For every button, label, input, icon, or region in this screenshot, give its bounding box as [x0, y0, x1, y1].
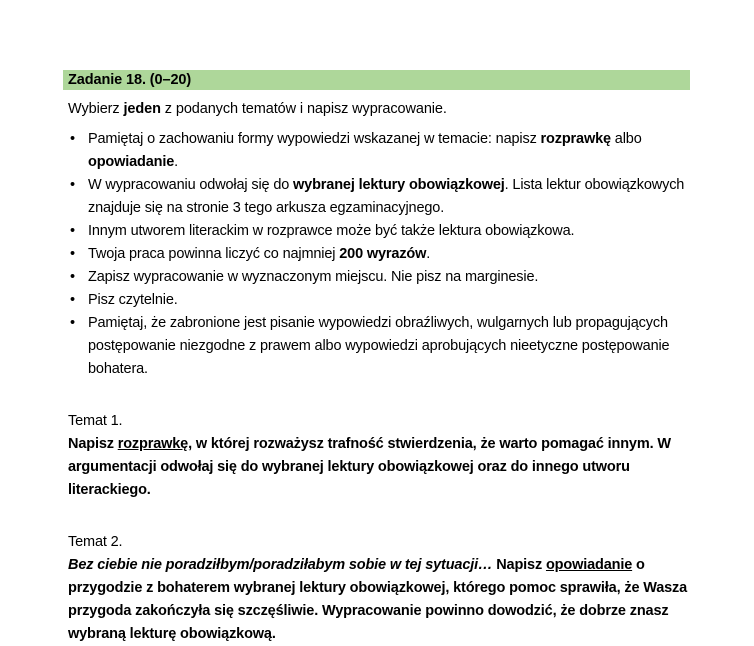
topic-1-label: Temat 1. [68, 413, 123, 429]
bullet-4-bold-1: 200 wyrazów [339, 246, 427, 262]
bullet-6-part-1: Pisz czytelnie. [88, 292, 178, 308]
topic-2-underlined: opowiadanie [545, 557, 633, 573]
bullet-1-bold-1: rozprawkę [540, 131, 611, 147]
bullet-1-part-3: . [174, 154, 179, 170]
bullet-2-part-1: W wypracowaniu odwołaj się do [88, 177, 294, 193]
bullet-icon: • [70, 315, 75, 331]
list-item [63, 266, 708, 289]
list-item [63, 128, 708, 174]
topic-1-underlined: rozprawkę [117, 436, 189, 452]
bullet-2-bold-1: wybranej lektury obowiązkowej [293, 177, 505, 193]
topic-1-text [68, 433, 708, 502]
bullet-icon: • [70, 246, 75, 262]
bullet-icon: • [70, 131, 75, 147]
task-requirements-list [63, 128, 708, 381]
topic-2-text [68, 554, 708, 646]
list-item [63, 174, 708, 220]
topic-2-part-1: Napisz [492, 557, 546, 573]
bullet-2-part-2: . Lista lektur obowiązkowych znajduje się na stronie 3 tego arkusza egzaminacyjnego. [88, 177, 685, 216]
list-item [63, 220, 708, 243]
bullet-1-part-2: albo [610, 131, 642, 147]
intro-text-part-2: z podanych tematów i napisz wypracowanie. [160, 101, 447, 117]
bullet-icon: • [70, 292, 75, 308]
bullet-1-bold-2: opowiadanie [88, 154, 175, 170]
exam-task-content [63, 70, 708, 646]
bullet-7-part-1: Pamiętaj, że zabronione jest pisanie wypowiedzi obraźliwych, wulgarnych lub propagujących postępowanie niezgodne z prawem albo wypowiedzi aprobujących nieetyczne postępowanie bohatera. [88, 315, 670, 377]
intro-text-bold: jeden [123, 101, 161, 117]
topic-1-part-1: Napisz [68, 436, 118, 452]
topic-2-italic-quote: Bez ciebie nie poradziłbym/poradziłabym sobie w tej sytuacji… [68, 557, 493, 573]
bullet-4-part-1: Twoja praca powinna liczyć co najmniej [88, 246, 340, 262]
bullet-3-part-1: Innym utworem literackim w rozprawce może być także lektura obowiązkowa. [88, 223, 575, 239]
task-header-banner: Zadanie 18. (0–20) [63, 70, 690, 90]
topic-2-block [63, 531, 708, 646]
topic-2-label: Temat 2. [68, 534, 123, 550]
bullet-icon: • [70, 223, 75, 239]
task-instruction-paragraph [63, 98, 708, 121]
topic-2-part-2: o przygodzie z bohaterem wybranej lektury obowiązkowej, którego pomoc sprawiła, że Wasza przygoda zakończyła się szczęśliwie. Wypracowanie powinno dowodzić, że dobrze znasz wybraną lekturę obowiązkową. [68, 557, 688, 642]
topic-1-block [63, 410, 708, 502]
topic-1-part-2: , w której rozważysz trafność stwierdzenia, że warto pomagać innym. W argumentacji odwołaj się do wybranej lektury obowiązkowej oraz do innego utworu literackiego. [68, 436, 671, 498]
intro-text-part-1: Wybierz [68, 101, 124, 117]
bullet-4-part-2: . [426, 246, 431, 262]
bullet-5-part-1: Zapisz wypracowanie w wyznaczonym miejscu. Nie pisz na marginesie. [88, 269, 539, 285]
list-item [63, 243, 708, 266]
bullet-icon: • [70, 269, 75, 285]
list-item [63, 312, 708, 381]
list-item [63, 289, 708, 312]
bullet-icon: • [70, 177, 75, 193]
bullet-1-part-1: Pamiętaj o zachowaniu formy wypowiedzi wskazanej w temacie: napisz [88, 131, 541, 147]
